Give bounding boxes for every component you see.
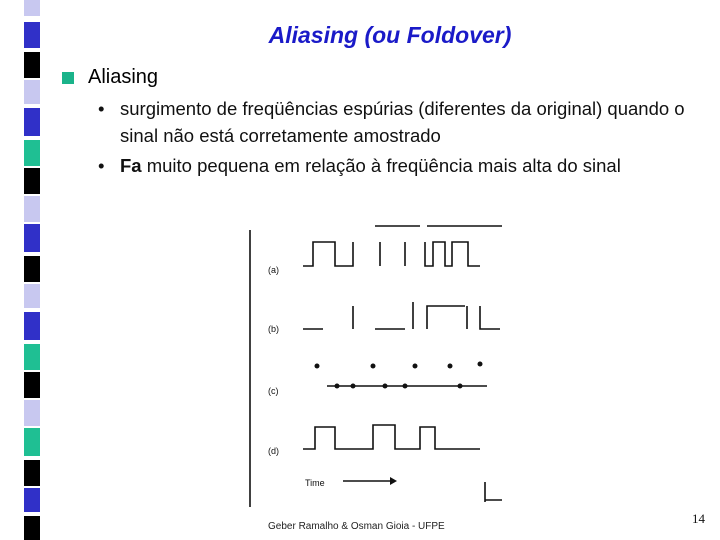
- sidebar-block: [24, 52, 40, 78]
- sidebar-block: [24, 488, 40, 512]
- subbullet-2: [98, 152, 698, 179]
- sidebar-block: [24, 0, 40, 16]
- sidebar-block: [24, 256, 40, 282]
- square-bullet-icon: [62, 72, 74, 84]
- sidebar-block: [24, 428, 40, 456]
- sidebar-block: [24, 372, 40, 398]
- sidebar-block: [24, 400, 40, 426]
- sidebar-block: [24, 344, 40, 370]
- row-label-c: (c): [268, 386, 279, 396]
- sample-point: [403, 384, 408, 389]
- slide-title: Aliasing (ou Foldover): [268, 22, 512, 48]
- subbullet-text: surgimento de freqüências espúrias (diferentes da original) quando o sinal não está corretamente amostrado: [120, 98, 685, 146]
- footer-credit: Geber Ramalho & Osman Gioia - UFPE: [268, 521, 445, 532]
- sidebar-block: [24, 140, 40, 166]
- sample-point: [478, 362, 483, 367]
- sidebar-block: [24, 460, 40, 486]
- sample-point: [383, 384, 388, 389]
- sidebar-block: [24, 224, 40, 252]
- sample-point: [371, 364, 376, 369]
- sample-point: [315, 364, 320, 369]
- subbullet-bold-prefix: Fa: [120, 155, 142, 176]
- sidebar-block: [24, 284, 40, 308]
- bullet-dot-icon: •: [98, 98, 105, 119]
- sidebar-block: [24, 80, 40, 104]
- row-label-d: (d): [268, 446, 279, 456]
- subbullet-rest: muito pequena em relação à freqüência mais alta do sinal: [141, 155, 621, 176]
- waveform-d: [303, 425, 480, 449]
- time-label: Time: [305, 478, 325, 488]
- page-number: 14: [692, 511, 705, 526]
- sample-point: [413, 364, 418, 369]
- subbullet-1: [98, 95, 698, 149]
- sidebar-block: [24, 312, 40, 340]
- time-arrow-icon: [390, 477, 397, 485]
- sample-point: [335, 384, 340, 389]
- subbullet-text: [98, 152, 698, 179]
- sidebar-block: [24, 108, 40, 136]
- aliasing-waveform-figure: [245, 222, 507, 507]
- sidebar-decoration: [0, 0, 45, 540]
- sample-point: [458, 384, 463, 389]
- sidebar-block: [24, 168, 40, 194]
- sidebar-block: [24, 516, 40, 540]
- bullet-aliasing: [62, 66, 158, 89]
- row-label-b: (b): [268, 324, 279, 334]
- waveform-b: [303, 302, 500, 329]
- bullet-label: Aliasing: [88, 66, 159, 88]
- sidebar-block: [24, 196, 40, 222]
- waveform-a: [303, 242, 480, 266]
- row-label-a: (a): [268, 265, 279, 275]
- sample-point: [448, 364, 453, 369]
- bullet-dot-icon: •: [98, 155, 105, 176]
- sample-point: [351, 384, 356, 389]
